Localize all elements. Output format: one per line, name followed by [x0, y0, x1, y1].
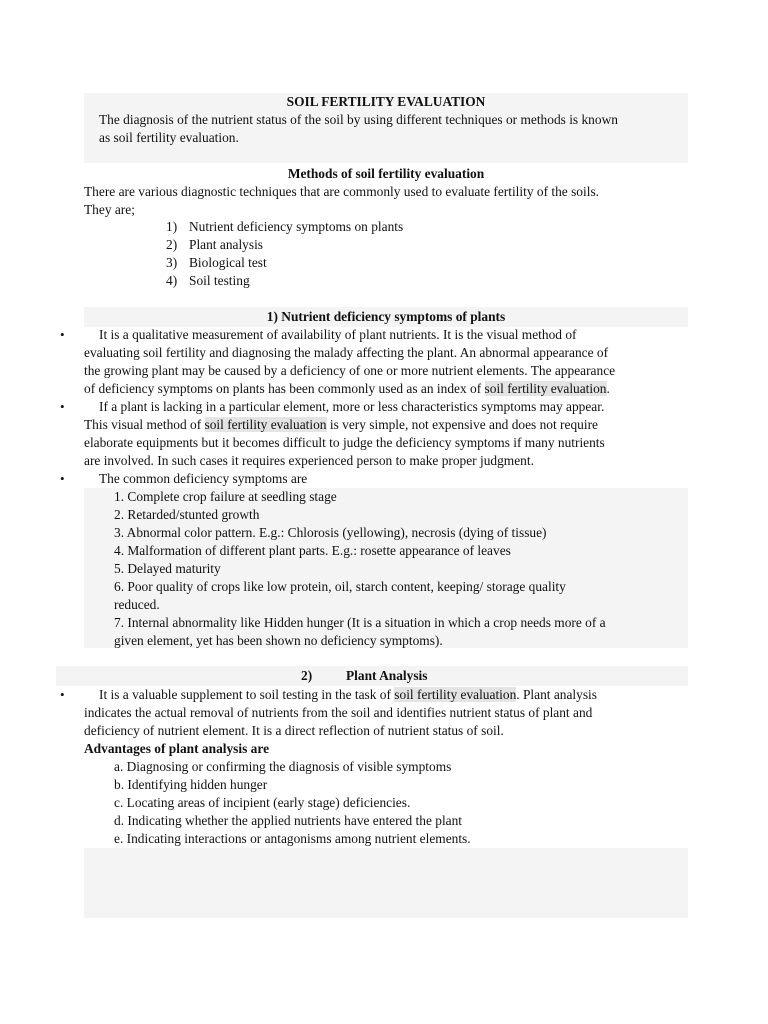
intro-line-1: The diagnosis of the nutrient status of the soil by using different techniques or methods is known — [99, 112, 618, 127]
method-item: Biological test — [189, 255, 267, 270]
text-segment: . — [606, 381, 610, 396]
s1-p1-line-4 — [84, 380, 610, 398]
advantage-item: b. Identifying hidden hunger — [114, 777, 268, 792]
bullet-icon: • — [60, 399, 65, 414]
bullet-icon: • — [60, 471, 65, 486]
s1-p2-line-3: elaborate equipments but it becomes difficult to judge the deficiency symptoms if many nutrients — [84, 435, 605, 450]
advantage-item: e. Indicating interactions or antagonisms among nutrient elements. — [114, 831, 471, 846]
advantage-item: c. Locating areas of incipient (early stage) deficiencies. — [114, 795, 411, 810]
symptom-item: 2. Retarded/stunted growth — [114, 507, 260, 522]
intro-line-2: as soil fertility evaluation. — [99, 130, 239, 145]
shade-bottom-block — [84, 848, 688, 918]
symptom-item: 6. Poor quality of crops like low protein, oil, starch content, keeping/ storage quality — [114, 579, 566, 594]
text-segment: is very simple, not expensive and does not require — [326, 417, 598, 432]
advantages-heading: Advantages of plant analysis are — [84, 741, 270, 756]
method-number: 2) — [166, 237, 178, 252]
text-segment: . Plant analysis — [516, 687, 597, 702]
method-item: Soil testing — [189, 273, 250, 288]
symptom-item-continued: given element, yet has been shown no deficiency symptoms). — [114, 633, 443, 648]
symptom-item: 5. Delayed maturity — [114, 561, 221, 576]
bullet-icon: • — [60, 327, 65, 342]
method-number: 1) — [166, 219, 178, 234]
s2-p1-line-2: indicates the actual removal of nutrients from the soil and identifies nutrient status of plant and — [84, 705, 593, 720]
s1-p3: The common deficiency symptoms are — [99, 471, 308, 486]
advantage-item: d. Indicating whether the applied nutrients have entered the plant — [114, 813, 463, 828]
advantage-item: a. Diagnosing or confirming the diagnosis of visible symptoms — [114, 759, 452, 774]
methods-intro-line-2: They are; — [84, 202, 135, 217]
method-number: 3) — [166, 255, 178, 270]
methods-heading: Methods of soil fertility evaluation — [287, 166, 485, 181]
method-item: Nutrient deficiency symptoms on plants — [189, 219, 404, 234]
symptom-item: 1. Complete crop failure at seedling stage — [114, 489, 337, 504]
s1-p2-line-4: are involved. In such cases it requires experienced person to make proper judgment. — [84, 453, 534, 468]
section2-heading: Plant Analysis — [346, 668, 428, 683]
highlighted-term: soil fertility evaluation — [394, 687, 517, 702]
methods-intro-line-1: There are various diagnostic techniques that are commonly used to evaluate fertility of the soils. — [84, 184, 600, 199]
symptom-item: 7. Internal abnormality like Hidden hunger (It is a situation in which a crop needs more of a — [114, 615, 606, 630]
highlighted-term: soil fertility evaluation — [204, 417, 327, 432]
text-segment: of deficiency symptoms on plants has been commonly used as an index of — [84, 381, 485, 396]
method-item: Plant analysis — [189, 237, 264, 252]
text-segment: It is a valuable supplement to soil testing in the task of — [99, 687, 395, 702]
method-number: 4) — [166, 273, 178, 288]
highlighted-term: soil fertility evaluation — [484, 381, 607, 396]
s2-p1-line-1 — [99, 686, 597, 704]
page-title: SOIL FERTILITY EVALUATION — [286, 94, 486, 109]
symptom-item-continued: reduced. — [114, 597, 160, 612]
s1-p1-line-1: It is a qualitative measurement of availability of plant nutrients. It is the visual method of — [99, 327, 577, 342]
s2-p1-line-3: deficiency of nutrient element. It is a direct reflection of nutrient status of soil. — [84, 723, 504, 738]
bullet-icon: • — [60, 687, 65, 702]
s1-p2-line-2 — [84, 416, 598, 434]
s1-p1-line-3: the growing plant may be caused by a deficiency of one or more nutrient elements. The appearance — [84, 363, 616, 378]
section1-heading: 1) Nutrient deficiency symptoms of plants — [266, 309, 506, 324]
s1-p2-line-1: If a plant is lacking in a particular element, more or less characteristics symptoms may appear. — [99, 399, 605, 414]
text-segment: This visual method of — [84, 417, 205, 432]
section2-number: 2) — [301, 668, 313, 683]
symptom-item: 3. Abnormal color pattern. E.g.: Chlorosis (yellowing), necrosis (dying of tissue) — [114, 525, 547, 540]
symptom-item: 4. Malformation of different plant parts. E.g.: rosette appearance of leaves — [114, 543, 511, 558]
s1-p1-line-2: evaluating soil fertility and diagnosing the malady affecting the plant. An abnormal appearance of — [84, 345, 609, 360]
